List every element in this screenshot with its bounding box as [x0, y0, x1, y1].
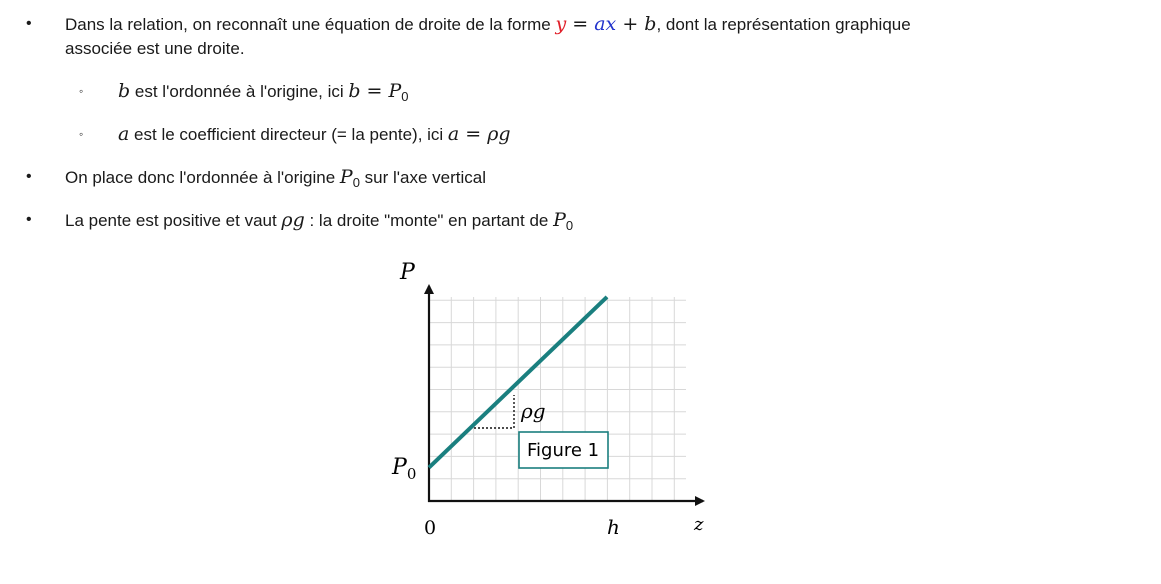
bullet-dot: • [26, 15, 32, 32]
list-item: ◦ a est le coefficient directeur (= la pente), ici a = ρg [79, 123, 511, 145]
list-item: • La pente est positive et vaut ρg : la droite "monte" en partant de $P_0$ [26, 209, 574, 233]
x-axis-label: z [694, 514, 704, 535]
bullet-dot: • [26, 211, 32, 228]
y-axis-label: P [400, 260, 415, 285]
sub-bullet: ◦ [79, 84, 84, 98]
bullet-dot: • [26, 168, 32, 185]
origin-label: 0 [424, 517, 437, 539]
grid [429, 297, 686, 501]
list-item: • Dans la relation, on reconnaît une équation de droite de la forme y = ax + b, dont la représentation graphique associée est une droite. [26, 13, 911, 58]
list-item: ◦ b est l'ordonnée à l'origine, ici $b = P_0$ [79, 80, 409, 104]
slope-label: ρg [521, 399, 546, 423]
p0-label: $P_0$ [392, 455, 417, 483]
sub-bullet: ◦ [79, 127, 84, 141]
figure-caption: Figure 1 [527, 440, 600, 461]
h-label: h [607, 515, 620, 539]
list-item: • On place donc l'ordonnée à l'origine $P_0$ sur l'axe vertical [26, 166, 487, 190]
